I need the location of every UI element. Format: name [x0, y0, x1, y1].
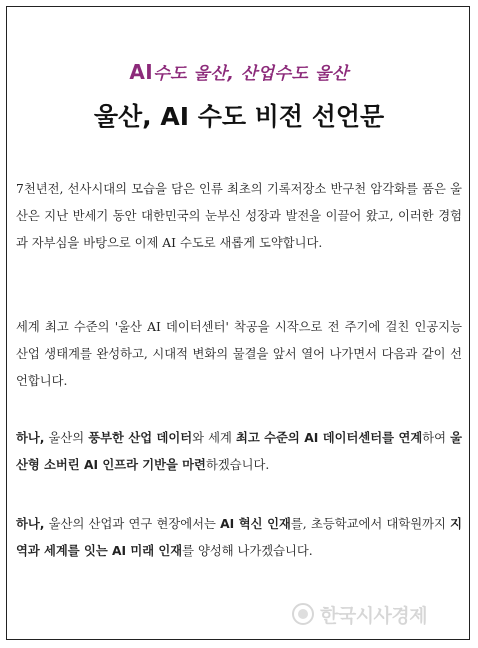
page-title: 울산, AI 수도 비전 선언문: [93, 102, 385, 131]
pledge-bold: 최고 수준의 AI 데이터센터를 연계: [235, 431, 423, 445]
pledge-bold: AI 혁신 인재: [220, 517, 291, 531]
paragraph-pledge-2: [16, 511, 462, 565]
pledge-text: 를, 초등학교에서 대학원까지: [290, 517, 451, 531]
pledge-text: 울산의: [44, 431, 89, 445]
slogan-text: 수도 울산, 산업수도 울산: [153, 64, 349, 84]
pledge-lead: 하나,: [16, 431, 45, 445]
paragraph-intro: 7천년전, 선사시대의 모습을 담은 인류 최초의 기록저장소 반구천 암각화를 품은 울산은 지난 반세기 동안 대한민국의 눈부신 성장과 발전을 이끌어 왔고, 이러한 경험과 자부심을 바탕으로 이제 AI 수도로 새롭게 도약합니다.: [16, 182, 462, 250]
paragraph-pledge-1: [16, 425, 462, 479]
pledge-bold: 지역과 세계를 잇는 AI 미래 인재: [16, 517, 462, 558]
slogan-ai: AI: [129, 60, 154, 84]
pledge-bold: 울산형 소버린 AI 인프라 기반을 마련: [16, 431, 463, 472]
watermark-text: 한국시사경제: [320, 604, 428, 627]
pledge-text: 하여: [422, 431, 451, 445]
paragraph-declaration-intro: 세계 최고 수준의 '울산 AI 데이터센터' 착공을 시작으로 전 주기에 걸친 인공지능 산업 생태계를 완성하고, 시대적 변화의 물결을 앞서 열어 나가면서 다음과 같이 선언합니다.: [16, 320, 462, 388]
watermark: [292, 598, 468, 630]
pledge-text: 를 양성해 나가겠습니다.: [182, 544, 313, 558]
watermark-logo-icon: [292, 603, 314, 625]
pledge-lead: 하나,: [16, 517, 45, 531]
pledge-text: 울산의 산업과 연구 현장에서는: [44, 517, 221, 531]
pledge-text: 와 세계: [192, 431, 236, 445]
pledge-bold: 풍부한 산업 데이터: [88, 431, 193, 445]
pledge-text: 하겠습니다.: [205, 458, 270, 472]
slogan-logo: [0, 59, 478, 84]
